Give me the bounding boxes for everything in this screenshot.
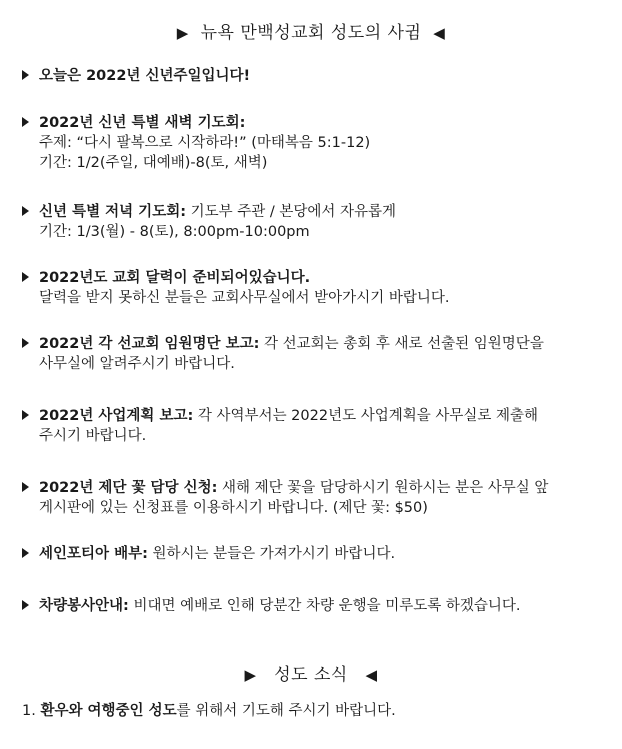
page-title-text: 뉴욕 만백성교회 성도의 사귐 [200, 23, 422, 43]
right-triangle-icon: ▶ [244, 666, 257, 684]
announcement-text: 원하시는 분들은 가져가시기 바랍니다. [147, 546, 396, 562]
bullet-triangle-icon [22, 600, 29, 610]
news-item-number: 1. [22, 703, 36, 719]
bullet-triangle-icon [22, 548, 29, 558]
news-item-text: 를 위해서 기도해 주시기 바랍니다. [176, 703, 396, 719]
news-section-title [0, 660, 622, 685]
announcement-text: 기도부 주관 / 본당에서 자유롭게 [186, 204, 397, 220]
announcement-item [22, 202, 612, 242]
news-item [22, 701, 612, 721]
announcement-line: 기간: 1/2(주일, 대예배)-8(토, 새벽) [39, 155, 268, 171]
announcement-line: 게시판에 있는 신청표를 이용하시기 바랍니다. (제단 꽃: $50) [39, 500, 428, 516]
announcement-heading: 2022년 각 선교회 임원명단 보고: [39, 336, 260, 352]
announcement-item [22, 478, 612, 518]
left-triangle-icon: ◀ [433, 24, 446, 42]
announcement-item [22, 596, 612, 616]
announcement-heading: 오늘은 2022년 신년주일입니다! [39, 68, 251, 84]
announcement-heading: 차량봉사안내: [39, 598, 129, 614]
news-section-title-text: 성도 소식 [274, 665, 348, 685]
announcement-heading: 2022년 제단 꽃 담당 신청: [39, 480, 218, 496]
announcement-line: 기간: 1/3(월) - 8(토), 8:00pm-10:00pm [39, 224, 310, 240]
announcement-item [22, 334, 612, 374]
announcement-item [22, 66, 612, 86]
announcement-text: 각 선교회는 총회 후 새로 선출된 임원명단을 [259, 336, 544, 352]
right-triangle-icon: ▶ [176, 24, 189, 42]
bullet-triangle-icon [22, 117, 29, 127]
announcement-item [22, 544, 612, 564]
announcement-line: 주시기 바랍니다. [39, 428, 147, 444]
announcement-heading: 신년 특별 저녁 기도회: [39, 204, 187, 220]
announcement-line: 주제: “다시 팔복으로 시작하라!” (마태복음 5:1-12) [39, 135, 371, 151]
announcement-text: 각 사역부서는 2022년도 사업계획을 사무실로 제출해 [193, 408, 539, 424]
announcement-line: 달력을 받지 못하신 분들은 교회사무실에서 받아가시기 바랍니다. [39, 290, 450, 306]
announcement-heading: 2022년 사업계획 보고: [39, 408, 194, 424]
bullet-triangle-icon [22, 338, 29, 348]
announcement-text: 새해 제단 꽃을 담당하시기 원하시는 분은 사무실 앞 [217, 480, 549, 496]
news-item-heading: 환우와 여행중인 성도 [40, 703, 177, 719]
announcement-heading: 2022년도 교회 달력이 준비되어있습니다. [39, 270, 311, 286]
announcement-line: 사무실에 알려주시기 바랍니다. [39, 356, 235, 372]
announcement-item [22, 113, 612, 173]
announcement-text: 비대면 예배로 인해 당분간 차량 운행을 미루도록 하겠습니다. [128, 598, 521, 614]
page-title [0, 18, 622, 43]
bullet-triangle-icon [22, 410, 29, 420]
bullet-triangle-icon [22, 482, 29, 492]
bullet-triangle-icon [22, 70, 29, 80]
announcement-heading: 2022년 신년 특별 새벽 기도회: [39, 115, 246, 131]
left-triangle-icon: ◀ [365, 666, 378, 684]
bullet-triangle-icon [22, 206, 29, 216]
announcement-heading: 세인포티아 배부: [39, 546, 148, 562]
announcement-item [22, 406, 612, 446]
announcement-item [22, 268, 612, 308]
bullet-triangle-icon [22, 272, 29, 282]
